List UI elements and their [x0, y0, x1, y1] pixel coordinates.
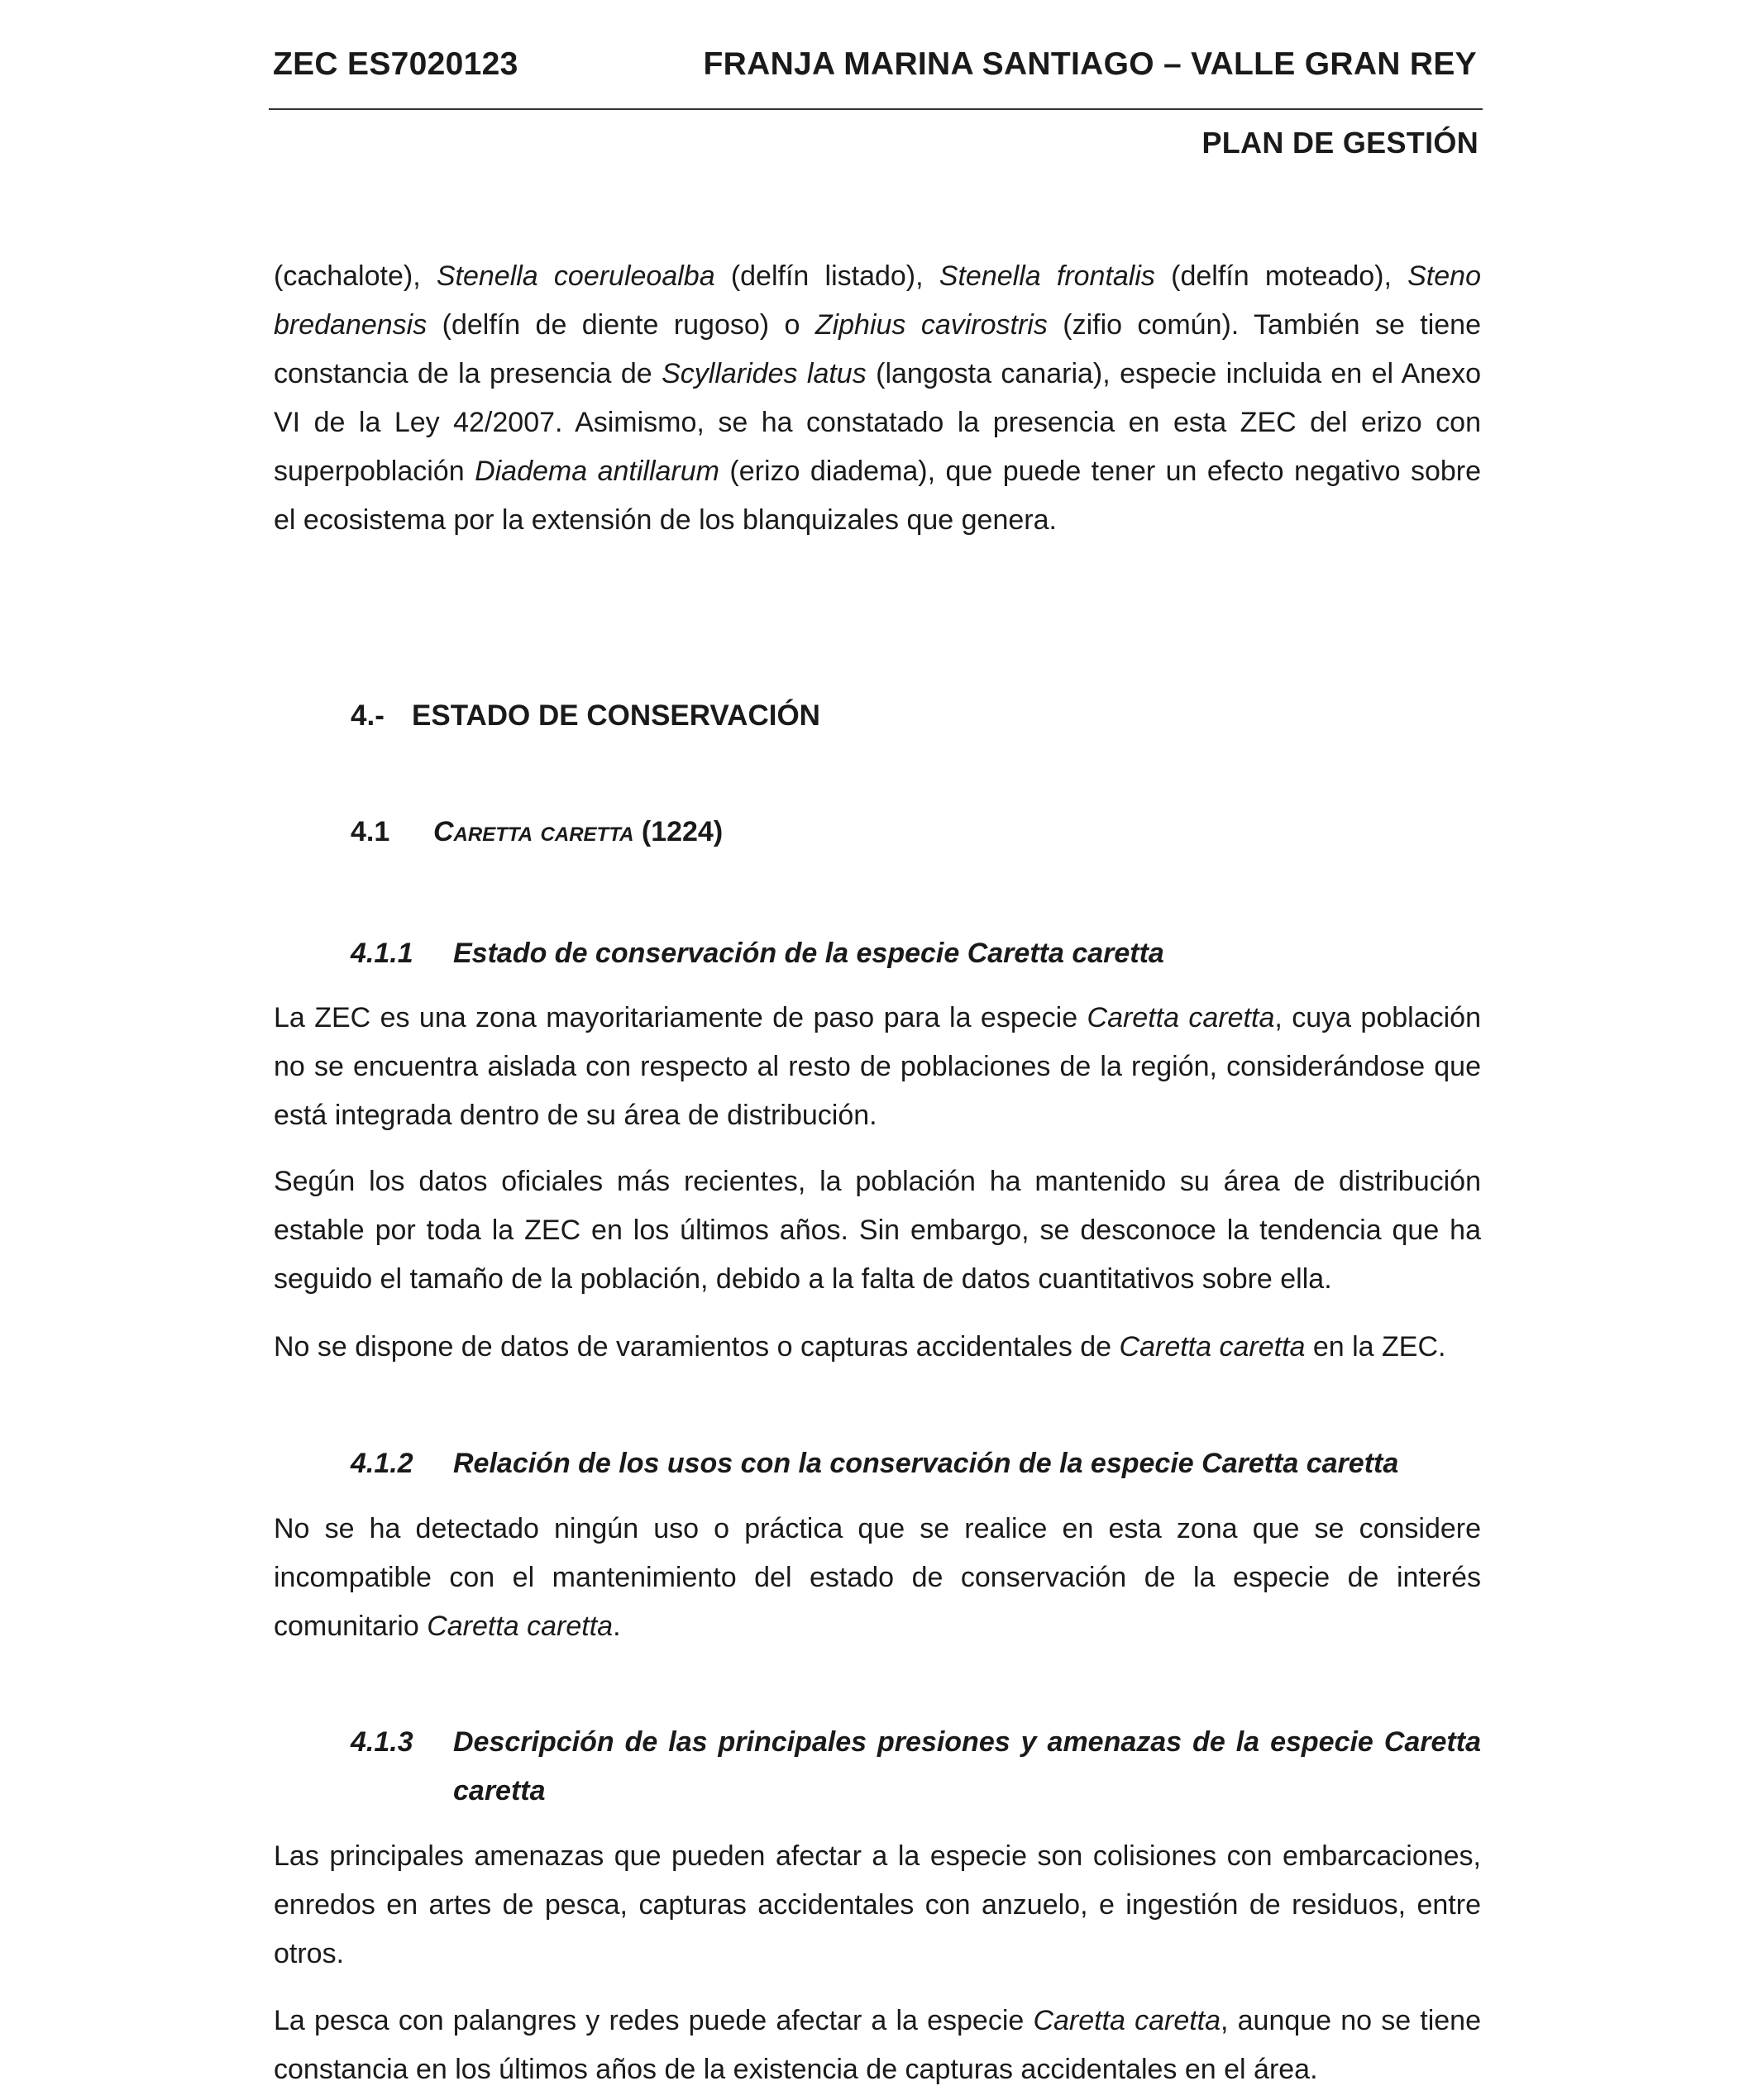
section-number: 4.- — [351, 699, 385, 732]
species-name: Stenella frontalis — [939, 260, 1155, 292]
section-number: 4.1.3 — [351, 1726, 413, 1758]
paragraph-4-1-1-a — [274, 994, 1481, 1140]
section-number: 4.1.1 — [351, 938, 413, 969]
text-run: No se dispone de datos de varamientos o capturas accidentales de — [274, 1331, 1120, 1363]
section-title: Estado de conservación de la especie Caretta caretta — [453, 938, 1164, 969]
species-name: Caretta caretta — [1119, 1331, 1306, 1363]
text-run: La ZEC es una zona mayoritariamente de paso para la especie — [274, 1002, 1087, 1033]
text-run: . — [613, 1611, 621, 1642]
paragraph-4-1-3-b — [274, 1997, 1481, 2094]
paragraph-4-1-3-a: Las principales amenazas que pueden afectar a la especie son colisiones con embarcaciones, enredos en artes de pesca, capturas accidentales con anzuelo, e ingestión de residuos, entre otros. — [274, 1840, 1481, 1969]
section-title: Relación de los usos con la conservación de la especie Caretta caretta — [453, 1448, 1399, 1479]
species-name: Caretta caretta — [1087, 1002, 1275, 1033]
text-run: , aunque no se tiene constancia en los últimos años de la existencia de capturas accidentales en el área. — [274, 2005, 1481, 2085]
species-code: (1224) — [633, 816, 724, 847]
text-run: (delfín de diente rugoso) o — [427, 309, 815, 341]
section-title: Caretta caretta — [433, 816, 634, 847]
text-run: (cachalote), — [274, 260, 437, 292]
section-title: Descripción de las principales presiones y amenazas de la especie Caretta caretta — [453, 1726, 1481, 1806]
section-title: ESTADO DE CONSERVACIÓN — [412, 699, 820, 732]
paragraph-4-1-1-c — [274, 1323, 1481, 1372]
section-heading-4 — [351, 699, 820, 733]
paragraph-4-1-1-b: Según los datos oficiales más recientes, la población ha mantenido su área de distribución estable por toda la ZEC en los últimos años. Sin embargo, se desconoce la tendencia que ha seguido el tamaño de la población, debido a la falta de datos cuantitativos sobre ella. — [274, 1166, 1481, 1295]
header-site-code: ZEC ES7020123 — [273, 46, 518, 82]
paragraph-4-1-2 — [274, 1505, 1481, 1651]
species-name: Caretta caretta — [427, 1611, 614, 1642]
species-name: Ziphius cavirostris — [815, 309, 1048, 341]
header-divider — [269, 108, 1483, 110]
text-run: en la ZEC. — [1305, 1331, 1446, 1363]
species-name: Steno bredanensis — [274, 260, 1481, 341]
header-site-title: FRANJA MARINA SANTIAGO – VALLE GRAN REY — [703, 46, 1477, 82]
text-run: (langosta canaria), especie incluida en el Anexo VI de la Ley 42/2007. Asimismo, se ha constatado la presencia en esta ZEC del erizo con superpoblación — [274, 358, 1481, 487]
intro-paragraph — [274, 252, 1481, 545]
text-run: No se ha detectado ningún uso o práctica que se realice en esta zona que se considere incompatible con el mantenimiento del estado de conservación de la especie de interés comunitario — [274, 1513, 1481, 1642]
section-number: 4.1 — [351, 816, 390, 847]
text-run: (zifio común). También se tiene constancia de la presencia de — [274, 309, 1481, 389]
section-number: 4.1.2 — [351, 1448, 413, 1479]
species-name: Caretta caretta — [1033, 2005, 1221, 2036]
header-plan-title: PLAN DE GESTIÓN — [1201, 126, 1479, 160]
text-run: (delfín moteado), — [1154, 260, 1408, 292]
text-run: (delfín listado), — [714, 260, 939, 292]
text-run: La pesca con palangres y redes puede afectar a la especie — [274, 2005, 1034, 2036]
text-run: , cuya población no se encuentra aislada con respecto al resto de poblaciones de la región, considerándose que está integrada dentro de su área de distribución. — [274, 1002, 1481, 1131]
species-name: Scyllarides latus — [662, 358, 867, 389]
species-name: Stenella coeruleoalba — [436, 260, 715, 292]
section-heading-4-1 — [351, 816, 723, 848]
species-name: Diadema antillarum — [475, 456, 719, 487]
text-run: (erizo diadema), que puede tener un efecto negativo sobre el ecosistema por la extensión de los blanquizales que genera. — [274, 456, 1481, 536]
